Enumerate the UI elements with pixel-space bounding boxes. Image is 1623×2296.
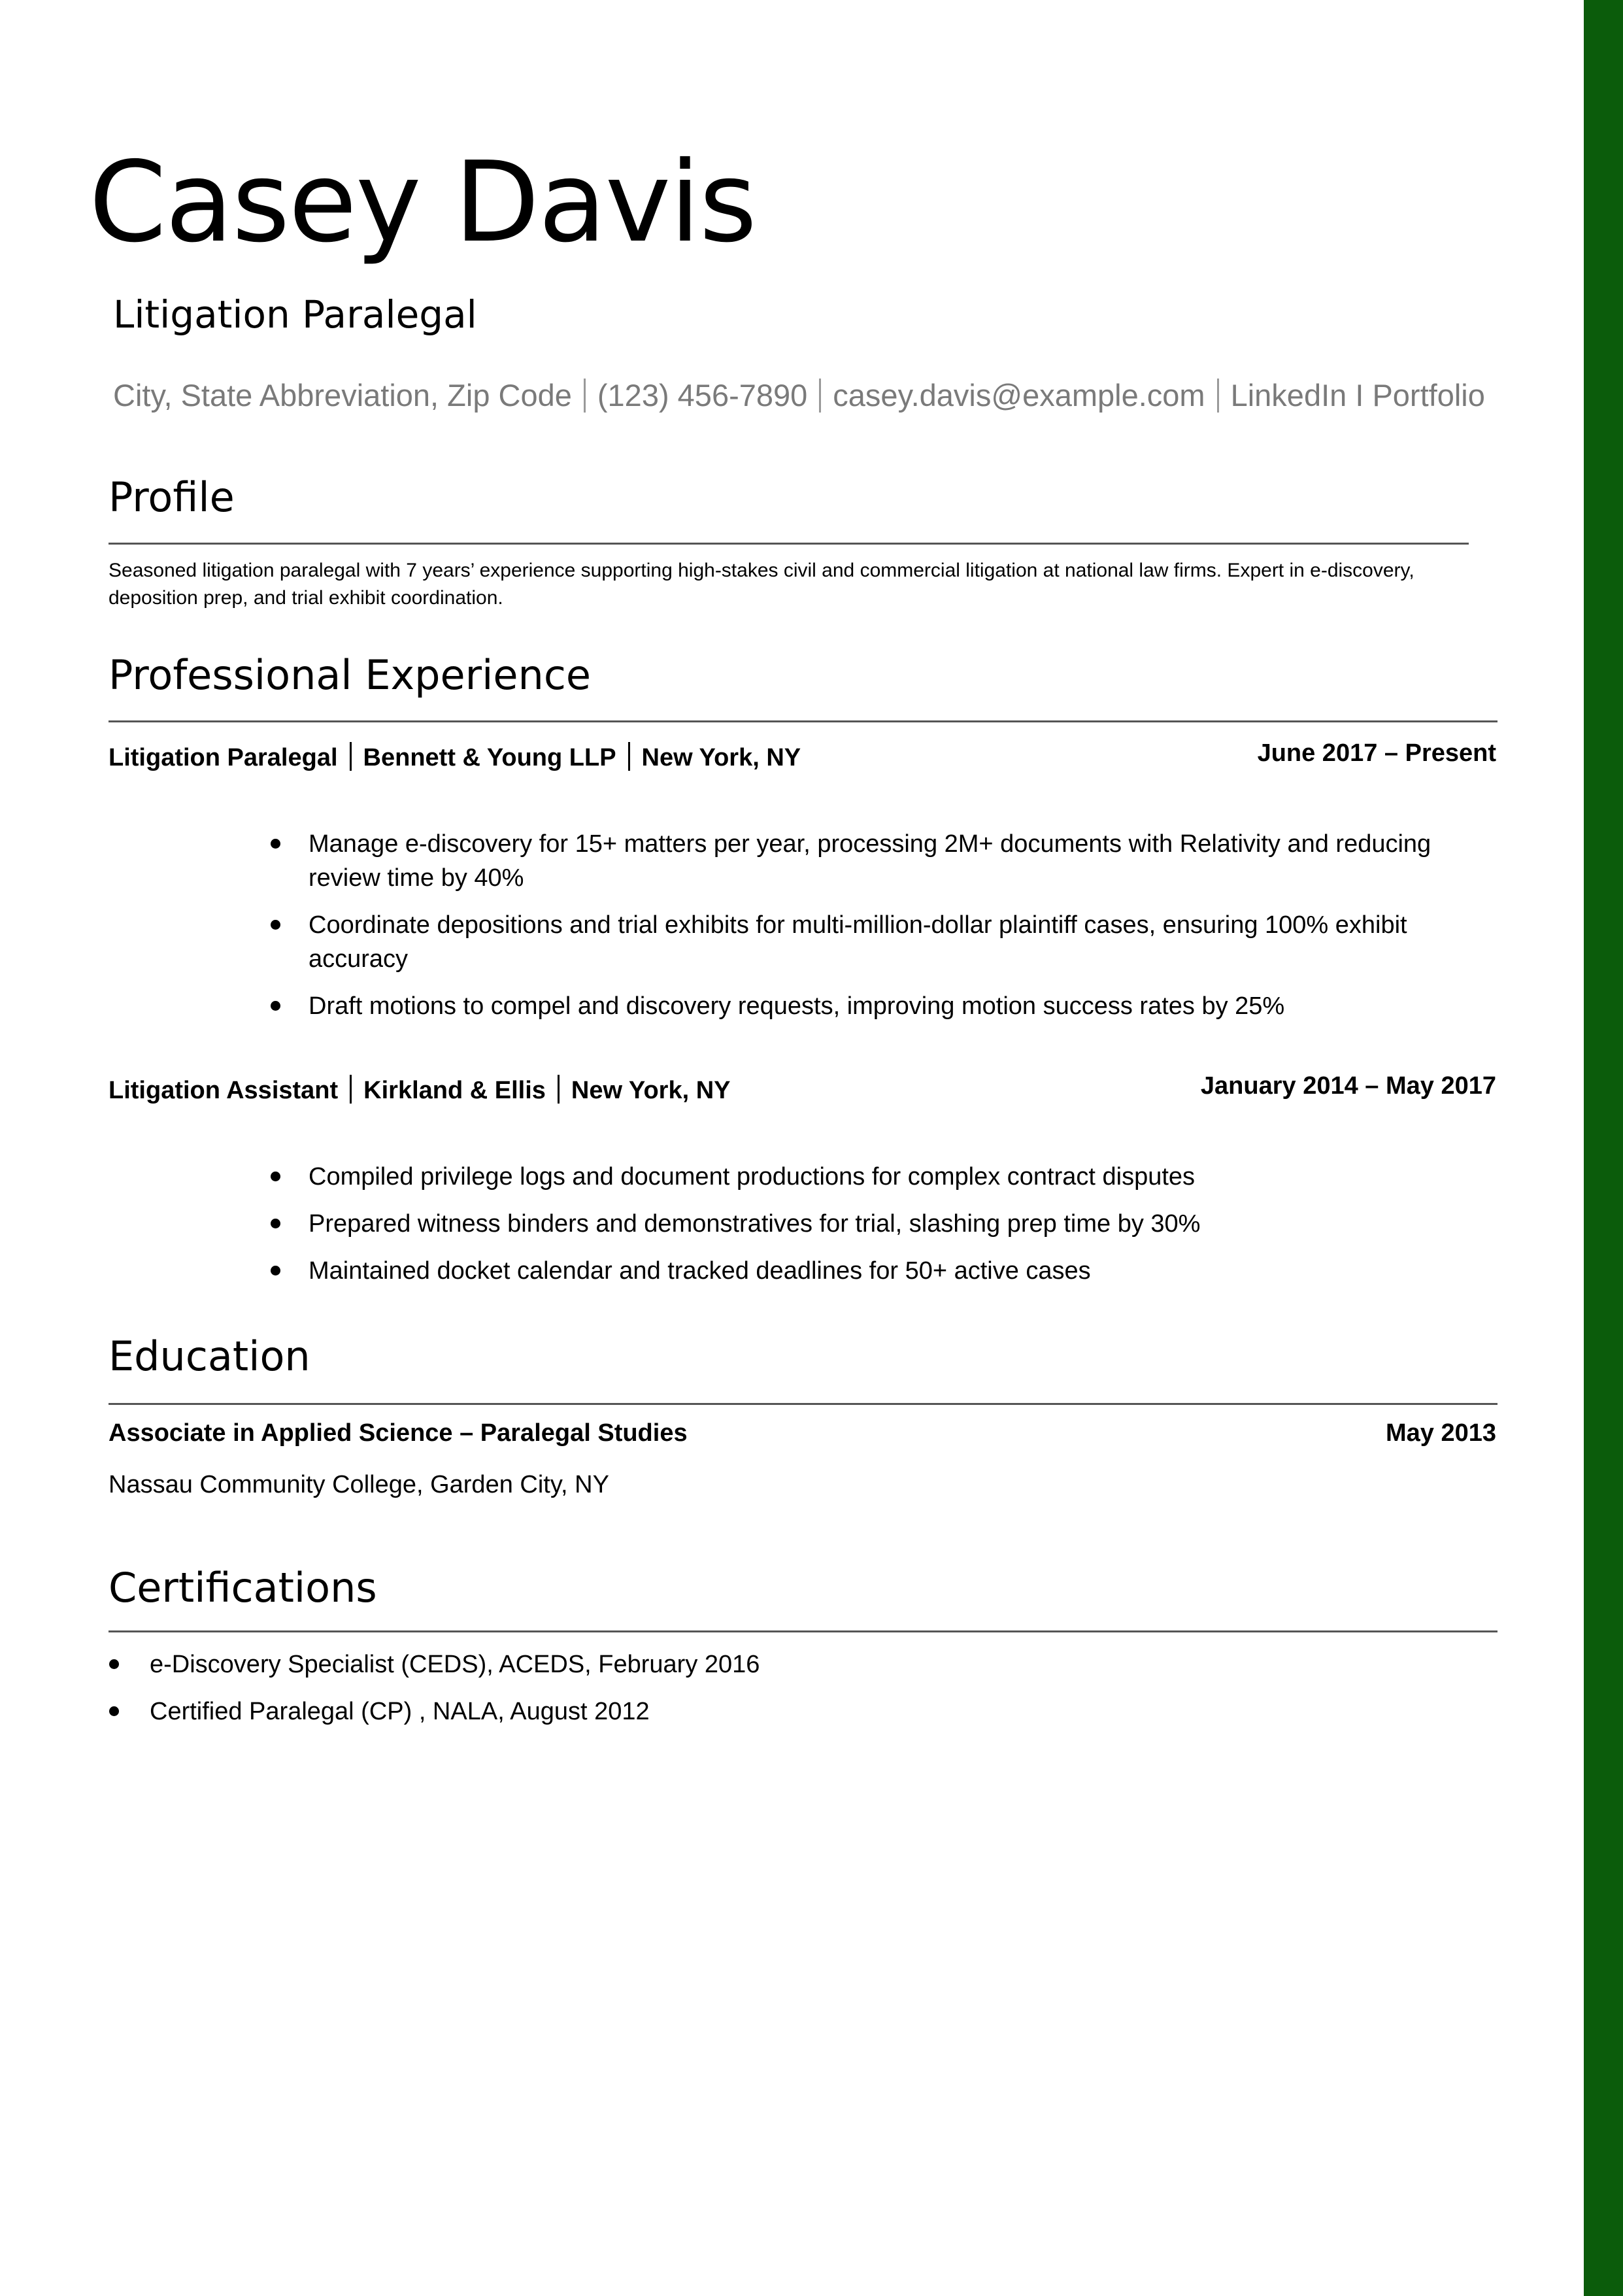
bullet-icon xyxy=(271,1219,280,1228)
contact-line xyxy=(113,374,1485,417)
job-location: New York, NY xyxy=(571,1077,731,1104)
experience-heading: Professional Experience xyxy=(109,651,592,699)
education-heading: Education xyxy=(109,1332,310,1380)
experience-divider xyxy=(109,720,1498,722)
list-item xyxy=(309,1207,1505,1241)
list-item xyxy=(150,1647,1457,1681)
bullet-icon xyxy=(109,1659,119,1669)
job-dates: June 2017 – Present xyxy=(1257,739,1496,767)
list-item xyxy=(309,989,1505,1023)
contact-divider xyxy=(1217,379,1219,413)
job-divider xyxy=(350,742,352,771)
contact-location: City, State Abbreviation, Zip Code xyxy=(113,378,572,413)
bullet-icon xyxy=(271,1172,280,1181)
job-header xyxy=(109,740,801,775)
job-location: New York, NY xyxy=(641,744,801,771)
list-item xyxy=(309,1254,1505,1288)
bullet-text: Manage e-discovery for 15+ matters per year, processing 2M+ documents with Relativity and reducing review time by 40% xyxy=(309,830,1431,892)
accent-side-bar xyxy=(1584,0,1623,2296)
contact-email[interactable]: casey.davis@example.com xyxy=(833,378,1205,413)
certifications-heading: Certifications xyxy=(109,1564,377,1612)
bullet-text: Prepared witness binders and demonstratives for trial, slashing prep time by 30% xyxy=(309,1210,1201,1238)
job-header xyxy=(109,1073,731,1108)
contact-links[interactable]: LinkedIn I Portfolio xyxy=(1230,378,1485,413)
job-role: Litigation Paralegal xyxy=(109,744,338,771)
degree-date: May 2013 xyxy=(1385,1419,1496,1447)
candidate-title: Litigation Paralegal xyxy=(113,292,477,337)
bullet-text: Draft motions to compel and discovery requests, improving motion success rates by 25% xyxy=(309,992,1285,1020)
bullet-text: Maintained docket calendar and tracked deadlines for 50+ active cases xyxy=(309,1257,1091,1285)
job-divider xyxy=(350,1075,352,1104)
job-role: Litigation Assistant xyxy=(109,1077,339,1104)
profile-summary: Seasoned litigation paralegal with 7 years’ experience supporting high-stakes civil and commercial litigation at national law firms. Expert in e-discovery, deposition prep, and trial exhibit coordination. xyxy=(109,560,1414,609)
degree-name: Associate in Applied Science – Paralegal Studies xyxy=(109,1419,688,1447)
education-divider xyxy=(109,1403,1498,1405)
contact-phone: (123) 456-7890 xyxy=(597,378,808,413)
contact-divider xyxy=(584,379,586,413)
bullet-icon xyxy=(271,1001,280,1011)
job-bullet-list xyxy=(309,827,1505,1023)
list-item xyxy=(309,1160,1505,1194)
contact-divider xyxy=(819,379,821,413)
job-divider xyxy=(628,742,630,771)
list-item xyxy=(150,1695,1457,1729)
certification-text: Certified Paralegal (CP) , NALA, August 2012 xyxy=(150,1698,650,1725)
bullet-text: Coordinate depositions and trial exhibits for multi-million-dollar plaintiff cases, ensuring 100% exhibit accuracy xyxy=(309,911,1407,973)
certification-text: e-Discovery Specialist (CEDS), ACEDS, February 2016 xyxy=(150,1651,760,1678)
profile-divider xyxy=(109,543,1469,545)
certifications-divider xyxy=(109,1630,1498,1632)
bullet-icon xyxy=(109,1706,119,1716)
bullet-text: Compiled privilege logs and document productions for complex contract disputes xyxy=(309,1163,1196,1190)
job-divider xyxy=(558,1075,560,1104)
profile-heading: Profile xyxy=(109,473,235,521)
job-bullet-list xyxy=(309,1160,1505,1288)
bullet-icon xyxy=(271,1266,280,1275)
job-dates: January 2014 – May 2017 xyxy=(1200,1072,1496,1100)
bullet-icon xyxy=(271,920,280,930)
school-name: Nassau Community College, Garden City, NY xyxy=(109,1471,609,1498)
job-company: Bennett & Young LLP xyxy=(363,744,616,771)
certifications-list xyxy=(150,1647,1457,1729)
list-item xyxy=(309,908,1505,976)
list-item xyxy=(309,827,1505,895)
candidate-name: Casey Davis xyxy=(89,138,756,267)
bullet-icon xyxy=(271,839,280,849)
job-company: Kirkland & Ellis xyxy=(363,1077,546,1104)
